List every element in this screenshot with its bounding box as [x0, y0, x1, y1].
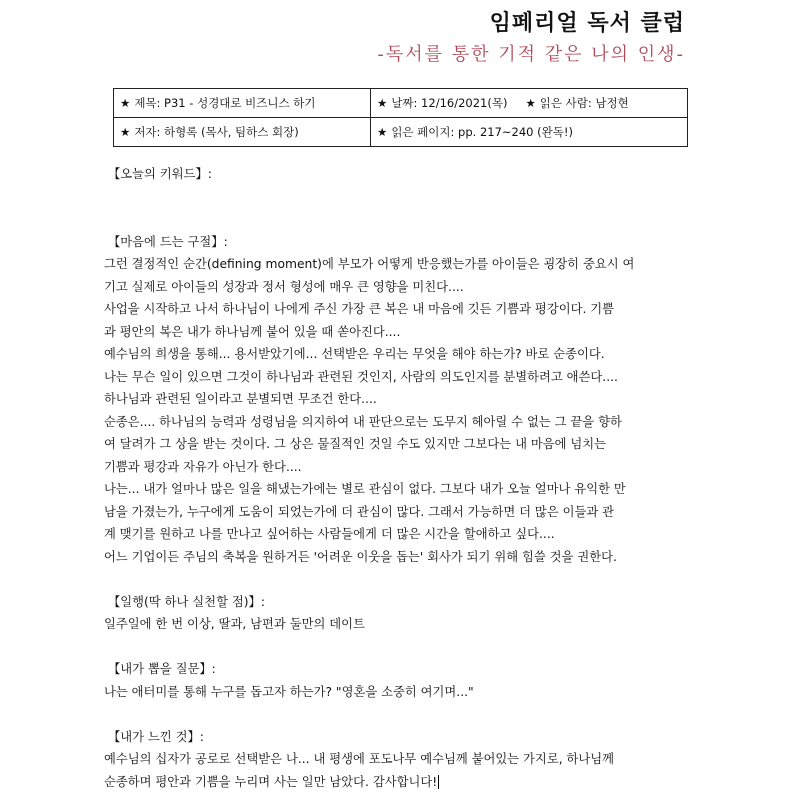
page-title: 임페리얼 독서 클럽 — [490, 6, 685, 37]
quote-line: 사업을 시작하고 나서 하나님이 나에게 주신 가장 큰 복은 내 마음에 깃든 기쁨과 평강이다. 기쁨 — [104, 298, 694, 321]
pages-read: 읽은 페이지: pp. 217~240 (완독!) — [391, 125, 573, 139]
keyword-heading: 【오늘의 키워드】: — [108, 163, 694, 186]
question-heading: 【내가 뽑을 질문】: — [108, 658, 694, 681]
info-author-cell — [114, 118, 371, 147]
info-date-cell — [371, 89, 688, 118]
star-icon: ★ — [525, 96, 535, 110]
feeling-heading: 【내가 느낀 것】: — [108, 726, 694, 749]
feeling-line: 예수님의 십자가 공로로 선택받은 나... 내 평생에 포도나무 예수님께 붙어있는 가지로, 하나님께 — [104, 748, 694, 771]
info-row — [114, 89, 688, 118]
book-author: 저자: 하형록 (목사, 팀하스 회장) — [134, 125, 298, 139]
reader-name: 읽은 사람: 남정현 — [540, 96, 629, 110]
quote-line: 그런 결정적인 순간(defining moment)에 부모가 어떻게 반응했는가를 아이들은 굉장히 중요시 여 — [104, 253, 694, 276]
quote-line: 순종은.... 하나님의 능력과 성령님을 의지하여 내 판단으로는 도무지 헤아릴 수 없는 그 끝을 향하 — [104, 411, 694, 434]
quote-line: 어느 기업이든 주님의 축복을 원하거든 '어려운 이웃을 돕는' 회사가 되기 위해 힘쓸 것을 권한다. — [104, 546, 694, 569]
quote-line: 나는... 내가 얼마나 많은 일을 해냈는가에는 별로 관심이 없다. 그보다 내가 오늘 얼마나 유익한 만 — [104, 478, 694, 501]
question-text: 나는 애터미를 통해 누구를 돕고자 하는가? "영혼을 소중히 여기며..." — [104, 681, 694, 704]
info-pages-cell — [371, 118, 688, 147]
quote-line: 여 달려가 그 상을 받는 것이다. 그 상은 물질적인 것일 수도 있지만 그보다는 내 마음에 넘치는 — [104, 433, 694, 456]
quote-line: 나는 무슨 일이 있으면 그것이 하나님과 관련된 것인지, 사람의 의도인지를 분별하려고 애쓴다.... — [104, 366, 694, 389]
star-icon: ★ — [120, 125, 130, 139]
star-icon: ★ — [377, 125, 387, 139]
quote-line: 계 맺기를 원하고 나를 만나고 싶어하는 사람들에게 더 많은 시간을 할애하고 싶다.... — [104, 523, 694, 546]
quote-line: 과 평안의 복은 내가 하나님께 붙어 있을 때 쏟아진다.... — [104, 321, 694, 344]
quote-heading: 【마음에 드는 구절】: — [108, 231, 694, 254]
info-table — [113, 88, 688, 147]
page-subtitle: -독서를 통한 기적 같은 나의 인생- — [377, 40, 685, 66]
star-icon: ★ — [120, 96, 130, 110]
star-icon: ★ — [377, 96, 387, 110]
book-title: 제목: P31 - 성경대로 비즈니스 하기 — [134, 96, 315, 110]
info-row — [114, 118, 688, 147]
quote-line: 기고 실제로 아이들의 성장과 정서 형성에 매우 큰 영향을 미친다.... — [104, 276, 694, 299]
action-heading: 【일행(딱 하나 실천할 점)】: — [108, 591, 694, 614]
info-title-cell — [114, 89, 371, 118]
quote-line: 기쁨과 평강과 자유가 아닌가 한다.... — [104, 456, 694, 479]
action-text: 일주일에 한 번 이상, 딸과, 남편과 둘만의 데이트 — [104, 613, 694, 636]
quote-line: 예수님의 희생을 통해... 용서받았기에... 선택받은 우리는 무엇을 해야 하는가? 바로 순종이다. — [104, 343, 694, 366]
feeling-line-text: 순종하며 평안과 기쁨을 누리며 사는 일만 남았다. 감사합니다! — [104, 775, 439, 789]
reading-date: 날짜: 12/16/2021(목) — [391, 96, 507, 110]
document-body[interactable] — [104, 163, 694, 793]
quote-line: 남을 가졌는가, 누구에게 도움이 되었는가에 더 관심이 많다. 그래서 가능하면 더 많은 이들과 관 — [104, 501, 694, 524]
quote-line: 하나님과 관련된 일이라고 분별되면 무조건 한다.... — [104, 388, 694, 411]
